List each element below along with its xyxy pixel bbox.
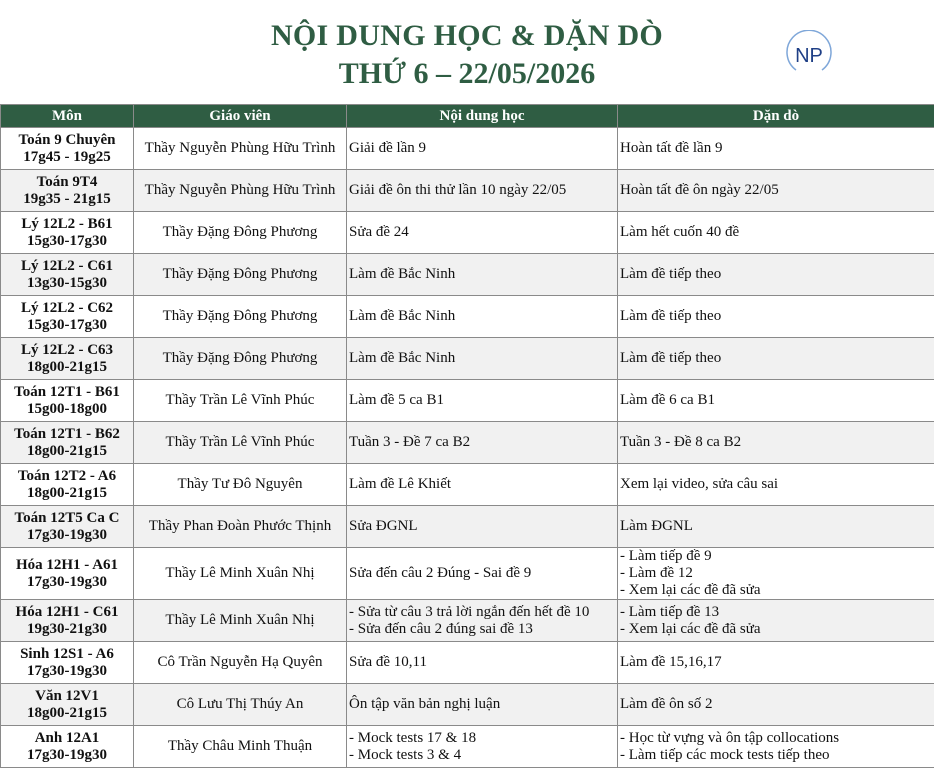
subject-cell [1, 338, 134, 380]
subject-time: 18g00-21g15 [27, 358, 107, 375]
subject-cell [1, 380, 134, 422]
column-header-note: Dặn dò [618, 105, 934, 128]
subject-cell [1, 684, 134, 726]
column-header-subject: Môn [1, 105, 134, 128]
note-line: Làm hết cuốn 40 đề [620, 224, 740, 240]
content-line: Giải đề lần 9 [349, 140, 427, 156]
table-row [1, 170, 934, 212]
subject-name: Hóa 12H1 - A61 [15, 556, 119, 573]
note-cell [618, 422, 934, 464]
note-cell [618, 726, 934, 768]
teacher-cell: Thầy Phan Đoàn Phước Thịnh [134, 506, 347, 548]
subject-time: 15g00-18g00 [27, 400, 107, 417]
subject-time: 13g30-15g30 [27, 274, 107, 291]
subject-cell [1, 600, 134, 642]
content-line: Làm đề Bắc Ninh [349, 308, 456, 324]
note-cell [618, 338, 934, 380]
content-line: Làm đề Lê Khiết [349, 476, 452, 492]
note-cell [618, 506, 934, 548]
content-line: Làm đề Bắc Ninh [349, 350, 456, 366]
table-row [1, 464, 934, 506]
table-row [1, 684, 934, 726]
content-line: Sửa ĐGNL [349, 518, 418, 534]
page-title: NỘI DUNG HỌC & DẶN DÒ [270, 19, 664, 52]
note-cell [618, 684, 934, 726]
subject-cell [1, 296, 134, 338]
table-row [1, 726, 934, 768]
note-cell [618, 128, 934, 170]
subject-name: Lý 12L2 - C61 [20, 257, 114, 274]
subject-time: 17g45 - 19g25 [23, 148, 111, 165]
content-cell [347, 422, 618, 464]
table-row [1, 642, 934, 684]
table-row [1, 548, 934, 600]
content-cell [347, 170, 618, 212]
teacher-cell: Thầy Trần Lê Vĩnh Phúc [134, 422, 347, 464]
content-cell [347, 296, 618, 338]
teacher-cell: Cô Trần Nguyễn Hạ Quyên [134, 642, 347, 684]
content-cell [347, 726, 618, 768]
content-line: Ôn tập văn bản nghị luận [349, 696, 501, 712]
table-row [1, 422, 934, 464]
subject-time: 18g00-21g15 [27, 484, 107, 501]
note-line: - Làm đề 12 [620, 565, 693, 581]
content-line: Làm đề 5 ca B1 [349, 392, 444, 408]
subject-name: Lý 12L2 - B61 [21, 215, 113, 232]
note-line: - Học từ vựng và ôn tập collocations [620, 729, 840, 746]
subject-cell [1, 464, 134, 506]
subject-time: 17g30-19g30 [27, 526, 107, 543]
table-row [1, 506, 934, 548]
note-line: - Xem lại các đề đã sửa [620, 582, 761, 598]
column-header-teacher: Giáo viên [134, 105, 347, 128]
content-cell [347, 600, 618, 642]
note-cell [618, 548, 934, 600]
subject-cell [1, 726, 134, 768]
table-row [1, 296, 934, 338]
note-line: Làm đề tiếp theo [620, 266, 722, 282]
content-cell [347, 128, 618, 170]
subject-name: Toán 12T1 - B61 [14, 383, 120, 400]
subject-name: Sinh 12S1 - A6 [20, 645, 114, 662]
subject-name: Toán 9T4 [36, 173, 98, 190]
subject-cell [1, 506, 134, 548]
subject-name: Toán 9 Chuyên [18, 131, 116, 148]
teacher-cell: Thầy Lê Minh Xuân Nhị [134, 548, 347, 600]
content-line: - Sửa đến câu 2 đúng sai đề 13 [349, 620, 533, 637]
subject-name: Lý 12L2 - C62 [20, 299, 114, 316]
schedule-table [0, 104, 934, 768]
teacher-cell: Thầy Nguyễn Phùng Hữu Trình [134, 170, 347, 212]
note-cell [618, 380, 934, 422]
subject-time: 18g00-21g15 [27, 704, 107, 721]
note-cell [618, 464, 934, 506]
teacher-cell: Thầy Đặng Đông Phương [134, 212, 347, 254]
column-header-content: Nội dung học [347, 105, 618, 128]
content-cell [347, 212, 618, 254]
subject-time: 19g35 - 21g15 [23, 190, 111, 207]
content-line: Sửa đề 10,11 [349, 654, 427, 670]
content-line: - Mock tests 17 & 18 [349, 729, 477, 746]
teacher-cell: Thầy Tư Đô Nguyên [134, 464, 347, 506]
table-row [1, 212, 934, 254]
note-line: Làm đề ôn số 2 [620, 696, 713, 712]
content-line: Tuần 3 - Đề 7 ca B2 [349, 434, 471, 450]
teacher-cell: Thầy Đặng Đông Phương [134, 254, 347, 296]
page-subtitle: THỨ 6 – 22/05/2026 [338, 57, 596, 90]
subject-cell [1, 548, 134, 600]
subject-time: 15g30-17g30 [27, 316, 107, 333]
content-line: Sửa đề 24 [349, 224, 409, 240]
note-line: Tuần 3 - Đề 8 ca B2 [620, 434, 742, 450]
content-cell [347, 380, 618, 422]
note-cell [618, 296, 934, 338]
content-cell [347, 338, 618, 380]
note-line: Làm ĐGNL [620, 518, 693, 534]
teacher-cell: Cô Lưu Thị Thúy An [134, 684, 347, 726]
table-row [1, 380, 934, 422]
note-line: Làm đề 15,16,17 [620, 654, 722, 670]
table-row [1, 600, 934, 642]
content-cell [347, 506, 618, 548]
table-row [1, 128, 934, 170]
subject-name: Anh 12A1 [34, 729, 100, 746]
note-cell [618, 170, 934, 212]
note-cell [618, 212, 934, 254]
subject-time: 19g30-21g30 [27, 620, 107, 637]
content-cell [347, 684, 618, 726]
subject-cell [1, 254, 134, 296]
subject-name: Văn 12V1 [35, 687, 99, 704]
subject-time: 17g30-19g30 [27, 746, 107, 763]
subject-name: Toán 12T1 - B62 [14, 425, 120, 442]
teacher-cell: Thầy Châu Minh Thuận [134, 726, 347, 768]
subject-cell [1, 422, 134, 464]
subject-name: Lý 12L2 - C63 [20, 341, 114, 358]
subject-name: Hóa 12H1 - C61 [15, 603, 119, 620]
page-header [0, 0, 934, 104]
teacher-cell: Thầy Trần Lê Vĩnh Phúc [134, 380, 347, 422]
content-cell [347, 254, 618, 296]
content-line: Sửa đến câu 2 Đúng - Sai đề 9 [349, 565, 532, 581]
note-line: Hoàn tất đề ôn ngày 22/05 [620, 182, 779, 198]
content-line: - Mock tests 3 & 4 [349, 746, 462, 763]
note-line: Làm đề tiếp theo [620, 308, 722, 324]
subject-name: Toán 12T2 - A6 [17, 467, 117, 484]
subject-cell [1, 642, 134, 684]
content-cell [347, 642, 618, 684]
note-cell [618, 600, 934, 642]
subject-time: 18g00-21g15 [27, 442, 107, 459]
subject-time: 15g30-17g30 [27, 232, 107, 249]
note-line: - Làm tiếp đề 13 [620, 603, 720, 620]
note-line: - Xem lại các đề đã sửa [620, 620, 761, 637]
logo-text: NP [795, 45, 823, 67]
subject-time: 17g30-19g30 [27, 573, 107, 590]
note-line: Xem lại video, sửa câu sai [620, 476, 779, 492]
subject-name: Toán 12T5 Ca C [14, 509, 120, 526]
teacher-cell: Thầy Lê Minh Xuân Nhị [134, 600, 347, 642]
note-cell [618, 642, 934, 684]
table-body [1, 128, 934, 768]
table-row [1, 338, 934, 380]
note-line: Hoàn tất đề lần 9 [620, 140, 723, 156]
note-line: - Làm tiếp đề 9 [620, 548, 712, 564]
subject-cell [1, 170, 134, 212]
note-line: - Làm tiếp các mock tests tiếp theo [620, 746, 830, 763]
np-logo-icon [776, 30, 842, 80]
table-header-row [1, 105, 934, 128]
subject-time: 17g30-19g30 [27, 662, 107, 679]
teacher-cell: Thầy Đặng Đông Phương [134, 338, 347, 380]
note-line: Làm đề tiếp theo [620, 350, 722, 366]
content-cell [347, 464, 618, 506]
note-cell [618, 254, 934, 296]
content-line: Giải đề ôn thi thử lần 10 ngày 22/05 [349, 182, 567, 198]
note-line: Làm đề 6 ca B1 [620, 392, 715, 408]
table-row [1, 254, 934, 296]
subject-cell [1, 128, 134, 170]
content-cell [347, 548, 618, 600]
subject-cell [1, 212, 134, 254]
teacher-cell: Thầy Nguyễn Phùng Hữu Trình [134, 128, 347, 170]
teacher-cell: Thầy Đặng Đông Phương [134, 296, 347, 338]
content-line: Làm đề Bắc Ninh [349, 266, 456, 282]
content-line: - Sửa từ câu 3 trả lời ngắn đến hết đề 10 [349, 603, 590, 620]
